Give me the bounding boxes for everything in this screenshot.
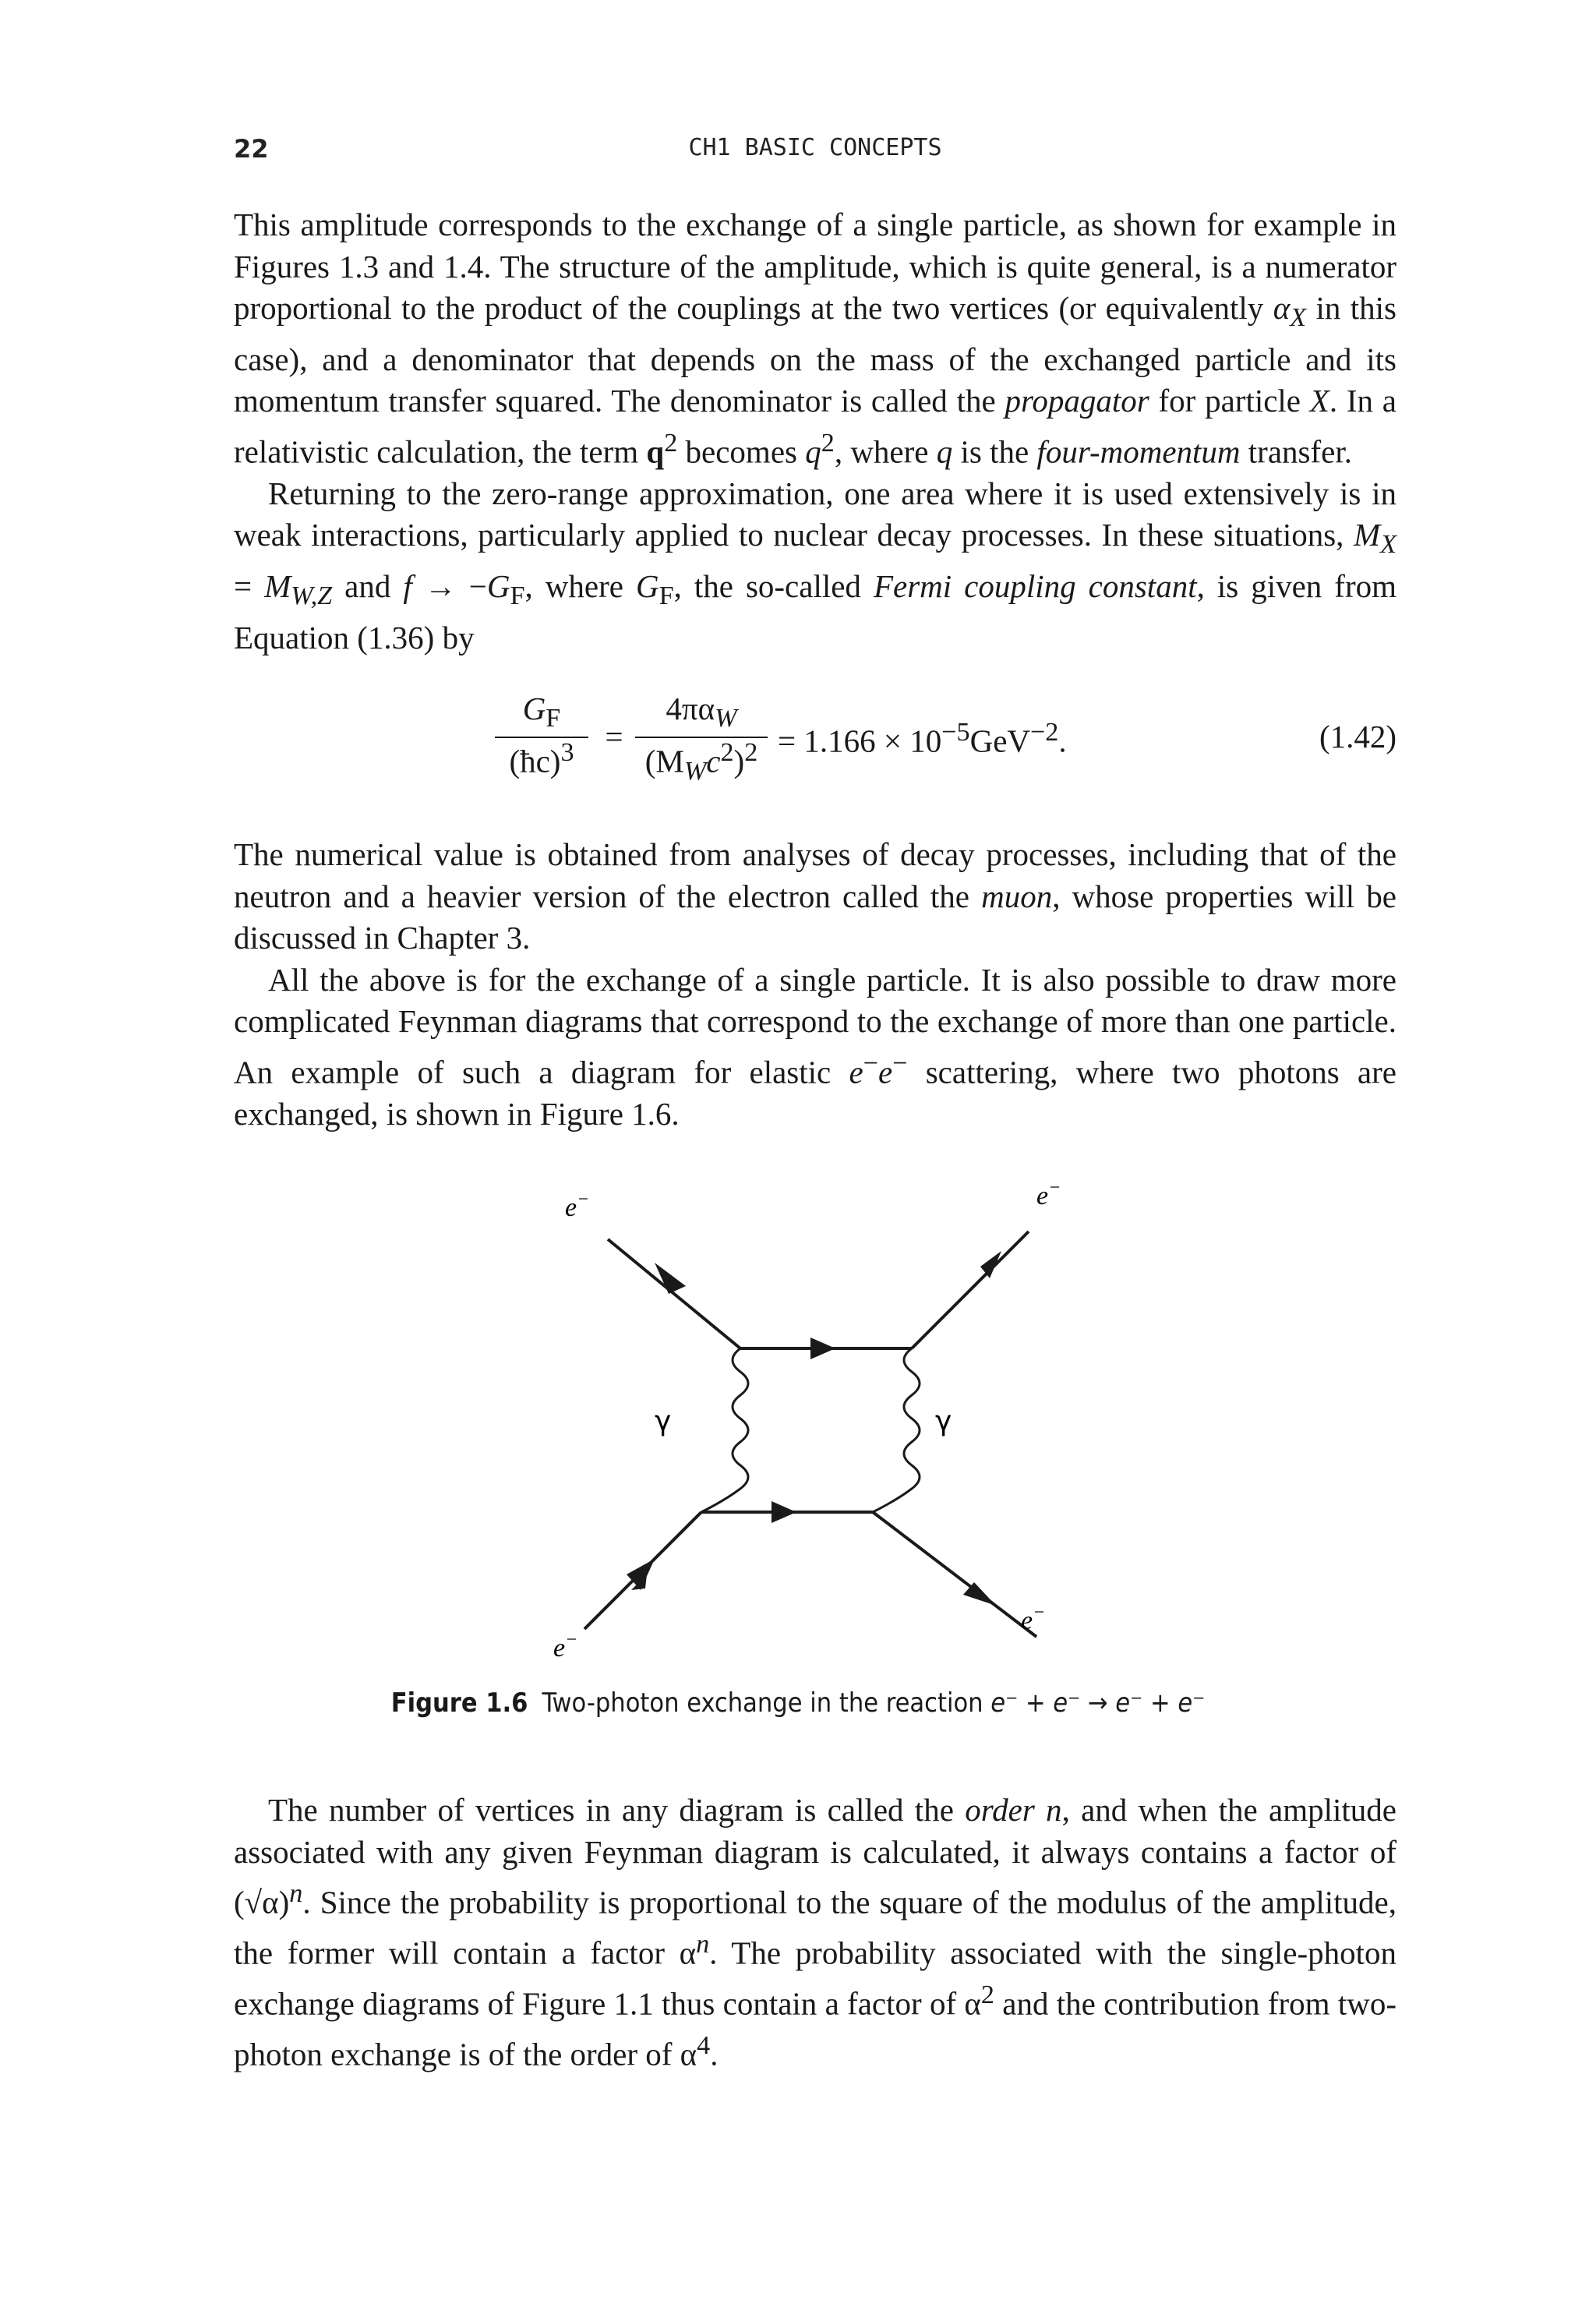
label-gamma-left: γ	[655, 1405, 672, 1437]
label-top-left: e−	[565, 1189, 590, 1222]
arrow-top-right	[980, 1251, 1001, 1278]
paragraph-5: The number of vertices in any diagram is called the order n, and when the amplitude associated with any given Feynman diagram is calculated, it always contains a factor of $(√\alpha)^n$. Since the probability is proportional to the square of the modulus of the amplitude, the former will contain a factor $\alpha^n$. The probability associated with the single-photon exchange diagrams of Figure 1.1 thus contain a factor of $\alpha^2$ and the contribution from two-photon exchange is of the order of $\alpha^4$.	[234, 1792, 1396, 2073]
page-number: 22	[234, 134, 269, 164]
figure-caption	[0, 1687, 1596, 1719]
label-bottom-left: e−	[553, 1630, 578, 1660]
arrow-top-internal	[810, 1337, 835, 1359]
running-header	[234, 134, 1396, 173]
rhs-numerator: $4\pi\alpha_W$	[666, 691, 737, 733]
equation-value: = $1.166 \times 10^{-5}GeV^{-2}$.	[778, 718, 1067, 759]
paragraph-3: The numerical value is obtained from analyses of decay processes, including that of the neutron and a heavier version of the electron called the muon, whose properties will be discussed in Chapter 3.	[234, 836, 1396, 956]
paragraph-2: Returning to the zero-range approximation, one area where it is used extensively is in weak interactions, particularly applied to nuclear decay processes. In these situations, $M_X = M_{W,Z}$ and $f \to -G_F$, where $G_F$, the so-called Fermi coupling constant, is given from Equation (1.36) by	[234, 475, 1397, 655]
rhs-denominator: $(M_Wc^2)^2$	[644, 738, 758, 786]
feynman-diagram	[530, 1177, 1091, 1660]
caption-label: Figure 1.6	[390, 1687, 528, 1719]
label-gamma-right: γ	[935, 1405, 952, 1437]
text-block-2	[234, 834, 1396, 1135]
caption-text: Two-photon exchange in the reaction	[542, 1687, 991, 1719]
equals-sign-1: =	[605, 719, 623, 754]
text-block-3	[234, 1790, 1396, 2076]
arrow-top-left	[655, 1263, 686, 1294]
paragraph-1: This amplitude corresponds to the exchange of a single particle, as shown for example in Figures 1.3 and 1.4. The structure of the amplitude, which is quite general, is a numerator proportional to the product of the couplings at the two vertices (or equivalently $\alpha_X$ in this case), and a denominator that depends on the mass of the exchanged particle and its momentum transfer squared. The denominator is called the propagator for particle X. In a relativistic calculation, the term $q^2$ becomes $q^2$, where q is the four-momentum transfer.	[234, 207, 1396, 470]
photon-line-left	[701, 1348, 748, 1512]
electron-line-top-right	[912, 1231, 1029, 1348]
electron-line-top-left	[608, 1239, 740, 1348]
label-bottom-right: e−	[1021, 1602, 1046, 1635]
electron-line-bottom-right	[873, 1512, 1036, 1637]
caption-reaction: e⁻ + e⁻ → e⁻ + e⁻	[990, 1687, 1206, 1719]
label-top-right: e−	[1036, 1178, 1061, 1210]
equation-1-42	[234, 690, 1396, 799]
photon-line-right	[873, 1348, 920, 1512]
lhs-denominator: (ħc)$^3$	[509, 738, 574, 779]
arrow-bottom-left	[627, 1559, 655, 1590]
arrow-bottom-internal	[772, 1501, 796, 1523]
text-block-1	[234, 204, 1396, 659]
paragraph-4: All the above is for the exchange of a single particle. It is also possible to draw more complicated Feynman diagrams that correspond to the exchange of more than one particle. An example of such a diagram for elastic e−e− scattering, where two photons are exchanged, is shown in Figure 1.6.	[234, 961, 1396, 1132]
equation-number: (1.42)	[1319, 719, 1396, 754]
lhs-numerator: $G_F$	[522, 691, 561, 733]
running-head-title: CH1 BASIC CONCEPTS	[688, 134, 942, 161]
